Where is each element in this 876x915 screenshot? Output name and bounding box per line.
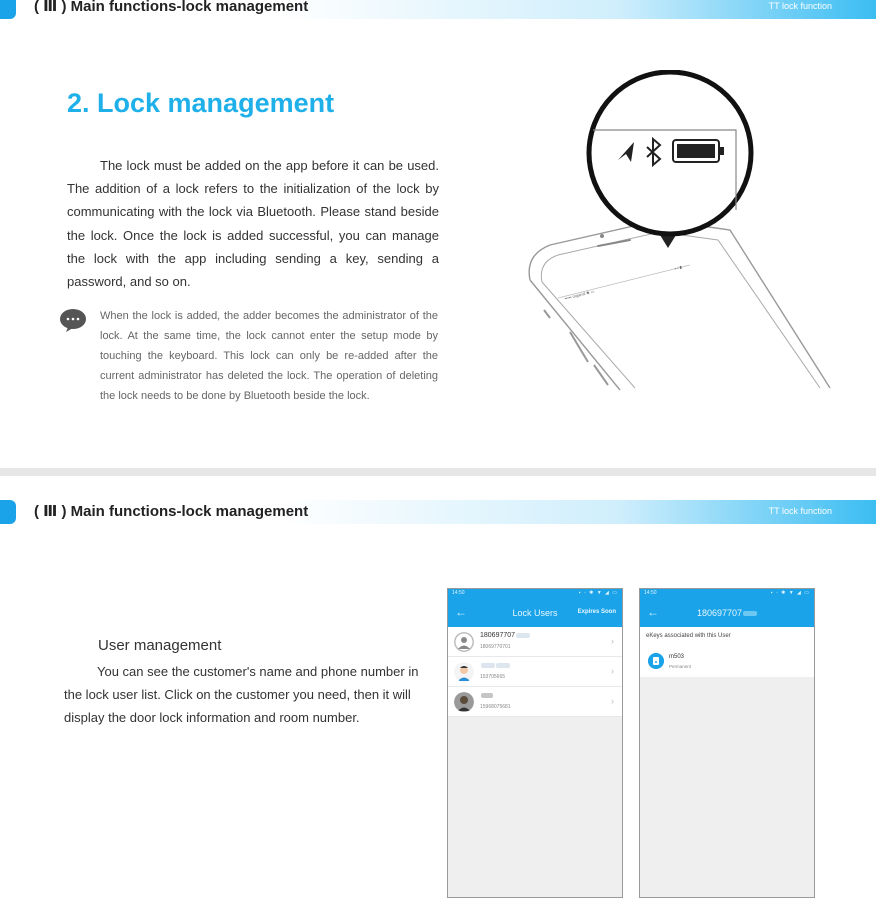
section-title: 2. Lock management (67, 88, 335, 118)
header-accent-tab (0, 0, 16, 19)
chevron-right-icon: › (611, 696, 614, 706)
header-right-label: TT lock function (768, 506, 832, 516)
speech-bubble-icon (59, 308, 87, 332)
nav-bar (640, 599, 814, 627)
user-management-title: User management (98, 637, 222, 654)
user-avatar-icon (454, 662, 474, 682)
status-bar (640, 589, 814, 599)
user-row[interactable] (448, 627, 622, 657)
user-name (480, 692, 493, 699)
user-phone: 153705665 (480, 674, 506, 680)
svg-text:▪ ▪ ▮: ▪ ▪ ▮ (674, 264, 683, 271)
lock-users-screenshot (447, 588, 623, 898)
status-bar (448, 589, 622, 599)
user-phone: 18069770701 (480, 644, 511, 650)
header-right-label: TT lock function (768, 1, 832, 11)
section-header-bottom (0, 500, 876, 524)
phone-bluetooth-illustration (510, 70, 850, 400)
nav-bar (448, 599, 622, 627)
user-phone: 15968075681 (480, 704, 511, 710)
ekeys-panel (640, 627, 814, 677)
user-name: 180697707 (480, 632, 530, 639)
user-name (480, 662, 510, 669)
user-row[interactable] (448, 657, 622, 687)
user-management-paragraph (64, 660, 434, 729)
nav-title: Lock Users (512, 608, 558, 618)
admin-note: When the lock is added, the adder becomes the administrator of the lock. At the same time, the lock cannot enter the setup mode by touching the keyboard. This lock can only be re-added after the current administrator has deleted the lock. The operation of deleting the lock needs to be done by Bluetooth beside the lock. (100, 310, 438, 402)
chevron-right-icon: › (611, 636, 614, 646)
header-title: ( Ⅲ ) Main functions-lock management (34, 503, 309, 520)
default-avatar-icon (454, 632, 474, 652)
back-arrow-icon[interactable]: ← (455, 605, 467, 619)
ekey-name[interactable]: m503 (669, 654, 685, 660)
ekeys-header: eKeys associated with this User (646, 633, 731, 639)
nav-title: 180697707 (640, 608, 814, 618)
user-avatar-icon (454, 692, 474, 712)
header-title: ( Ⅲ ) Main functions-lock management (34, 0, 309, 15)
ekey-validity: Permanent (669, 664, 692, 669)
status-icons: ▪ ◦ ✱ ▼ ◢ ▭ (578, 590, 618, 596)
ekey-icon[interactable] (648, 653, 664, 669)
section-header-top (0, 0, 876, 19)
user-row[interactable] (448, 687, 622, 717)
chevron-right-icon: › (611, 666, 614, 676)
user-ekeys-screenshot (639, 588, 815, 898)
svg-text:••••• orgamil ✱ ▭: ••••• orgamil ✱ ▭ (564, 288, 595, 301)
paragraph-text: The lock must be added on the app before it can be used. The addition of a lock refers to the initialization of the lock by communicating with the lock via Bluetooth. Please stand beside the lock. Once the lock is added successful, you can manage the lock with the app including sending a key, sending a password, and so on. (67, 158, 439, 290)
section-divider (0, 468, 876, 476)
status-time: 14:50 (644, 590, 657, 596)
lock-management-paragraph (67, 154, 439, 293)
status-time: 14:50 (452, 590, 465, 596)
status-icons: ▪ ◦ ✱ ▼ ◢ ▭ (770, 590, 810, 596)
user-list (448, 627, 622, 717)
expires-soon-button[interactable]: Expires Soon (577, 609, 616, 615)
back-arrow-icon[interactable]: ← (647, 605, 659, 619)
header-accent-tab (0, 500, 16, 524)
paragraph-text: You can see the customer's name and phone number in the lock user list. Click on the customer you need, then it will display the door lock information and room number. (64, 664, 419, 725)
